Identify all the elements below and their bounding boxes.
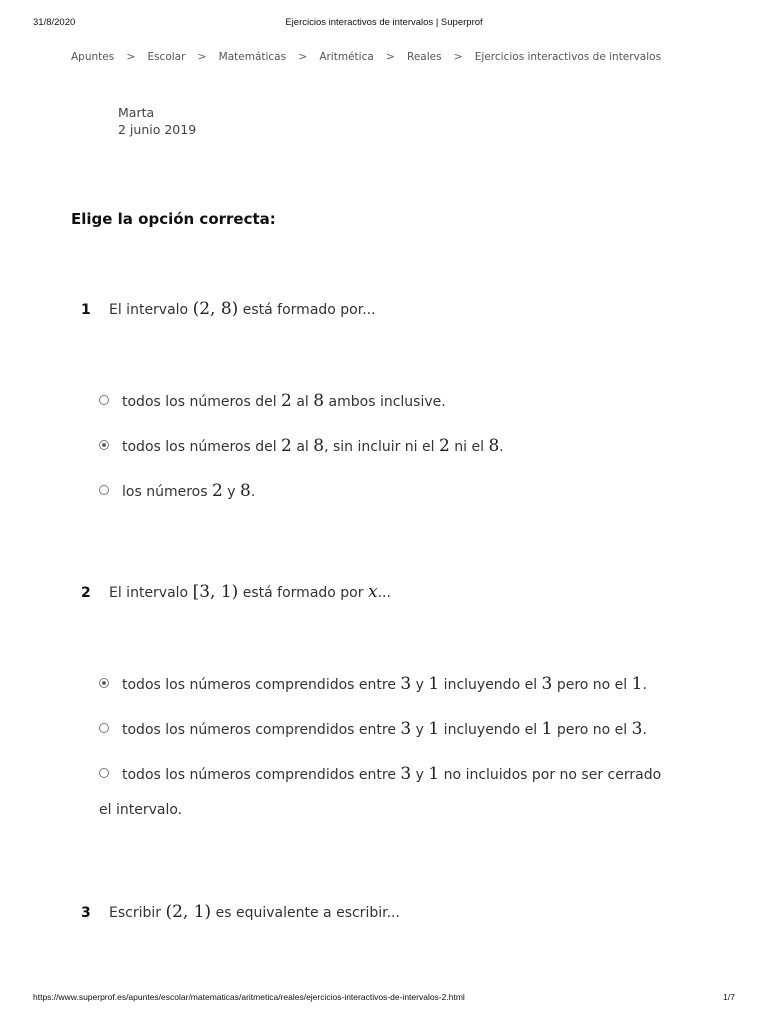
chevron-right-icon: > (385, 50, 395, 63)
math-expression: [3, 1) (192, 582, 239, 602)
question-text: está formado por... (238, 302, 376, 318)
math-expression: (2, 8) (192, 299, 239, 319)
question-number: 2 (81, 585, 91, 601)
chevron-right-icon: > (197, 50, 207, 63)
question-3 (81, 902, 400, 922)
option-text: . (642, 722, 647, 738)
question-text: es equivalente a escribir... (211, 905, 400, 921)
math-expression: 3 (400, 674, 412, 694)
option-text: todos los números comprendidos entre (122, 722, 401, 738)
option-text: no incluidos por no ser cerrado (439, 767, 662, 783)
chevron-right-icon: > (298, 50, 308, 63)
option-text: todos los números comprendidos entre (122, 677, 401, 693)
option-text: . (250, 484, 256, 500)
math-expression: 2 (281, 436, 292, 456)
chevron-right-icon: > (126, 50, 136, 63)
option-text: ni el (449, 439, 489, 455)
math-expression: 1 (541, 719, 553, 739)
radio-button[interactable] (99, 485, 109, 495)
question-text: está formado por (238, 585, 368, 601)
print-url: https://www.superprof.es/apuntes/escolar/matematicas/aritmetica/reales/ejercicios-interactivos-de-intervalos-2.html (33, 992, 465, 1002)
question-1 (81, 299, 376, 319)
option-1b[interactable] (99, 436, 504, 456)
math-expression: x (367, 582, 378, 602)
option-text: . (642, 677, 647, 693)
author-date: 2 junio 2019 (118, 122, 197, 137)
option-text: . (499, 439, 504, 455)
breadcrumb-item-escolar[interactable]: Escolar (147, 51, 186, 63)
math-expression: 3 (400, 719, 412, 739)
chevron-right-icon: > (453, 50, 463, 63)
math-expression: 3 (631, 719, 643, 739)
question-text: Escribir (109, 905, 166, 921)
breadcrumb-item-reales[interactable]: Reales (407, 51, 442, 63)
option-text: todos los números del (122, 439, 282, 455)
math-expression: 1 (428, 719, 440, 739)
option-1a[interactable] (99, 391, 446, 411)
radio-button-selected[interactable] (99, 440, 109, 450)
radio-button-selected[interactable] (99, 678, 109, 688)
print-header (0, 17, 768, 31)
breadcrumb-item-current[interactable]: Ejercicios interactivos de intervalos (474, 51, 662, 63)
option-text: todos los números del (122, 394, 282, 410)
print-date: 31/8/2020 (33, 17, 76, 28)
math-expression: 8 (313, 436, 325, 456)
option-text: al (291, 394, 314, 410)
math-expression: 1 (631, 674, 643, 694)
option-text: todos los números comprendidos entre (122, 767, 401, 783)
math-expression: 2 (281, 391, 292, 411)
print-footer (0, 992, 768, 1006)
print-title: Ejercicios interactivos de intervalos | Superprof (285, 17, 483, 28)
math-expression: 8 (239, 481, 251, 501)
author-name: Marta (118, 105, 155, 120)
math-expression: 2 (438, 436, 450, 456)
option-text: y (411, 767, 429, 783)
print-page-number: 1/7 (723, 992, 735, 1002)
question-2 (81, 582, 391, 602)
option-2b[interactable] (99, 719, 647, 739)
math-expression: 8 (313, 391, 325, 411)
section-heading: Elige la opción correcta: (71, 210, 276, 228)
math-expression: (2, 1) (165, 902, 212, 922)
radio-button[interactable] (99, 395, 109, 405)
radio-button[interactable] (99, 723, 109, 733)
math-expression: 1 (428, 674, 440, 694)
option-text: pero no el (552, 722, 632, 738)
option-1c[interactable] (99, 481, 255, 501)
option-text: y (222, 484, 240, 500)
option-text: incluyendo el (439, 722, 542, 738)
breadcrumb (71, 50, 661, 63)
option-text: y (411, 677, 429, 693)
breadcrumb-item-matematicas[interactable]: Matemáticas (218, 51, 287, 63)
breadcrumb-item-apuntes[interactable]: Apuntes (71, 51, 115, 63)
question-number: 3 (81, 905, 91, 921)
question-text: ... (377, 585, 391, 601)
math-expression: 1 (428, 764, 440, 784)
option-2c-wrap: el intervalo. (99, 802, 183, 818)
option-2c[interactable] (99, 764, 661, 784)
math-expression: 3 (400, 764, 412, 784)
math-expression: 3 (541, 674, 553, 694)
option-text: y (411, 722, 429, 738)
option-text: pero no el (552, 677, 632, 693)
author-block (118, 104, 196, 138)
question-text: El intervalo (109, 585, 193, 601)
question-text: El intervalo (109, 302, 193, 318)
breadcrumb-item-aritmetica[interactable]: Aritmética (319, 51, 374, 63)
option-text: ambos inclusive. (324, 394, 446, 410)
option-text: , sin incluir ni el (324, 439, 439, 455)
question-number: 1 (81, 302, 91, 318)
radio-button[interactable] (99, 768, 109, 778)
option-text: al (291, 439, 314, 455)
option-text: incluyendo el (439, 677, 542, 693)
option-text: los números (122, 484, 212, 500)
math-expression: 2 (211, 481, 223, 501)
option-2a[interactable] (99, 674, 647, 694)
math-expression: 8 (488, 436, 500, 456)
